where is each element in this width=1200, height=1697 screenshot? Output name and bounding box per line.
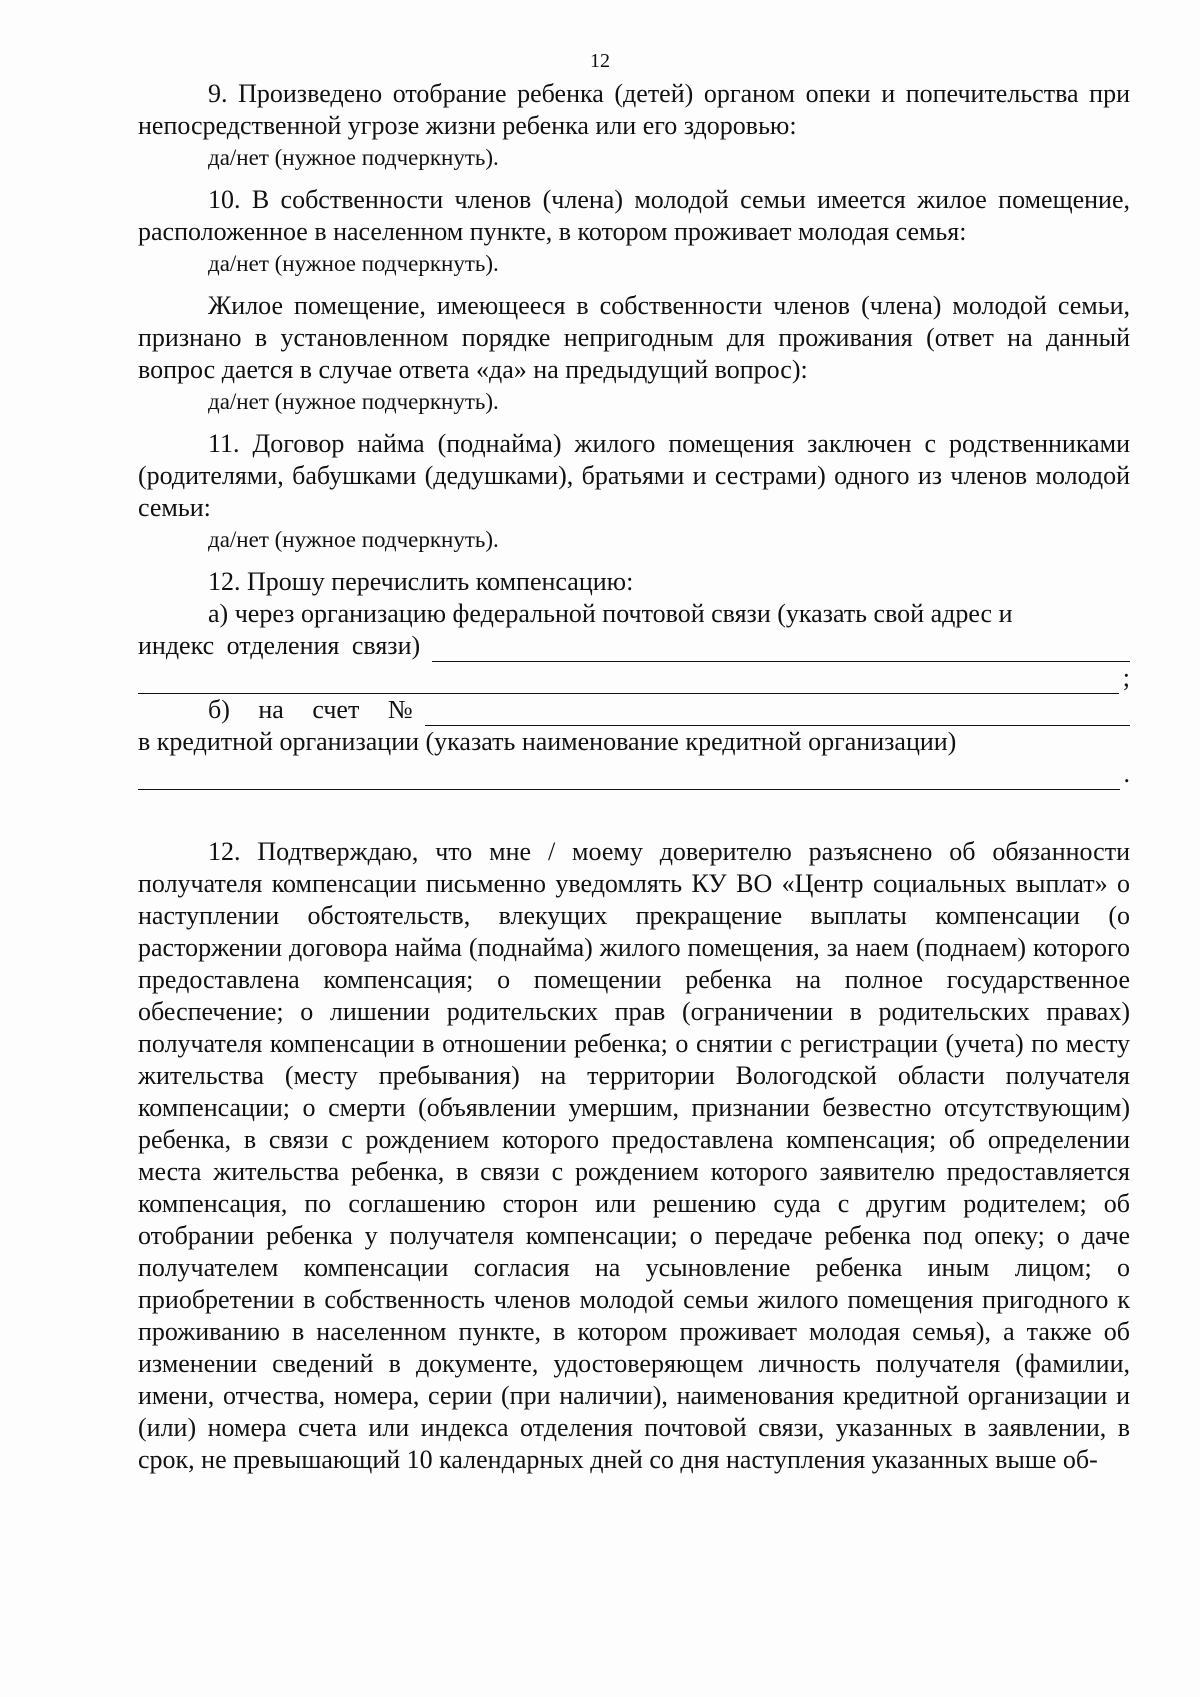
document-body xyxy=(138,78,1130,1476)
credit-org-text: в кредитной организации (указать наименование кредитной организации) xyxy=(138,727,957,756)
credit-org-field-row xyxy=(138,758,1130,790)
page-number: 12 xyxy=(590,50,610,72)
item-10-sub-text: Жилое помещение, имеющееся в собственности членов (члена) молодой семьи, признано в установленном порядке непригодным для проживания (ответ на данный вопрос дается в случае ответа «да» на предыдущий вопрос): xyxy=(138,291,1130,384)
item-9-option: да/нет (нужное подчеркнуть). xyxy=(208,145,499,170)
postal-address-label: индекс отделения связи) xyxy=(138,631,421,660)
postal-address-field-row xyxy=(138,630,1130,662)
credit-org-line[interactable] xyxy=(138,765,1120,790)
account-number-field-row xyxy=(138,694,1130,726)
account-number-line[interactable] xyxy=(425,701,1130,726)
item-11-text: 11. Договор найма (поднайма) жилого помещения заключен с родственниками (родителями, бабушками (дедушками), братьями и сестрами) одного из членов молодой семьи: xyxy=(138,429,1130,522)
item-10-sub-option: да/нет (нужное подчеркнуть). xyxy=(208,389,499,414)
postal-address-line[interactable] xyxy=(432,637,1130,662)
account-number-label: б) на счет № xyxy=(208,695,413,724)
item-10-text: 10. В собственности членов (члена) молодой семьи имеется жилое помещение, расположенное в населенном пункте, в котором проживает молодая семья: xyxy=(138,185,1130,246)
item-9-text: 9. Произведено отобрание ребенка (детей) органом опеки и попечительства при непосредственной угрозе жизни ребенка или его здоровью: xyxy=(138,79,1130,140)
item-12-a-text: а) через организацию федеральной почтовой связи (указать свой адрес и xyxy=(208,599,1013,628)
item-12-intro: 12. Прошу перечислить компенсацию: xyxy=(208,567,634,596)
postal-address-field-row-2 xyxy=(138,662,1130,694)
postal-address-line-2[interactable] xyxy=(138,669,1119,694)
credit-org-terminator: . xyxy=(1123,759,1130,788)
postal-address-terminator: ; xyxy=(1122,663,1130,692)
item-10-option: да/нет (нужное подчеркнуть). xyxy=(208,251,499,276)
item-12-confirmation-text: 12. Подтверждаю, что мне / моему доверителю разъяснено об обязанности получателя компенсации письменно уведомлять КУ ВО «Центр социальных выплат» о наступлении обстоятельств, влекущих прекращение выплаты компенсации (о расторжении договора найма (поднайма) жилого помещения, за наем (поднаем) которого предоставлена компенсация; о помещении ребенка на полное государственное обеспечение; о лишении родительских прав (ограничении в родительских правах) получателя компенсации в отношении ребенка; о снятии с регистрации (учета) по месту жительства (месту пребывания) на территории Вологодской области получателя компенсации; о смерти (объявлении умершим, признании безвестно отсутствующим) ребенка, в связи с рождением которого предоставлена компенсация; об определении места жительства ребенка, в связи с рождением которого заявителю предоставляется компенсация, по соглашению сторон или решению суда с другим родителем; об отобрании ребенка у получателя компенсации; о передаче ребенка под опеку; о даче получателем компенсации согласия на усыновление ребенка иным лицом; о приобретении в собственность членов молодой семьи жилого помещения пригодного к проживанию в населенном пункте, в котором проживает молодая семья), а также об изменении сведений в документе, удостоверяющем личность получателя (фамилии, имени, отчества, номера, серии (при наличии), наименования кредитной организации и (или) номера счета или индекса отделения почтовой связи, указанных в заявлении, в срок, не превышающий 10 календарных дней со дня наступления указанных выше об- xyxy=(138,837,1130,1474)
item-11-option: да/нет (нужное подчеркнуть). xyxy=(208,527,499,552)
